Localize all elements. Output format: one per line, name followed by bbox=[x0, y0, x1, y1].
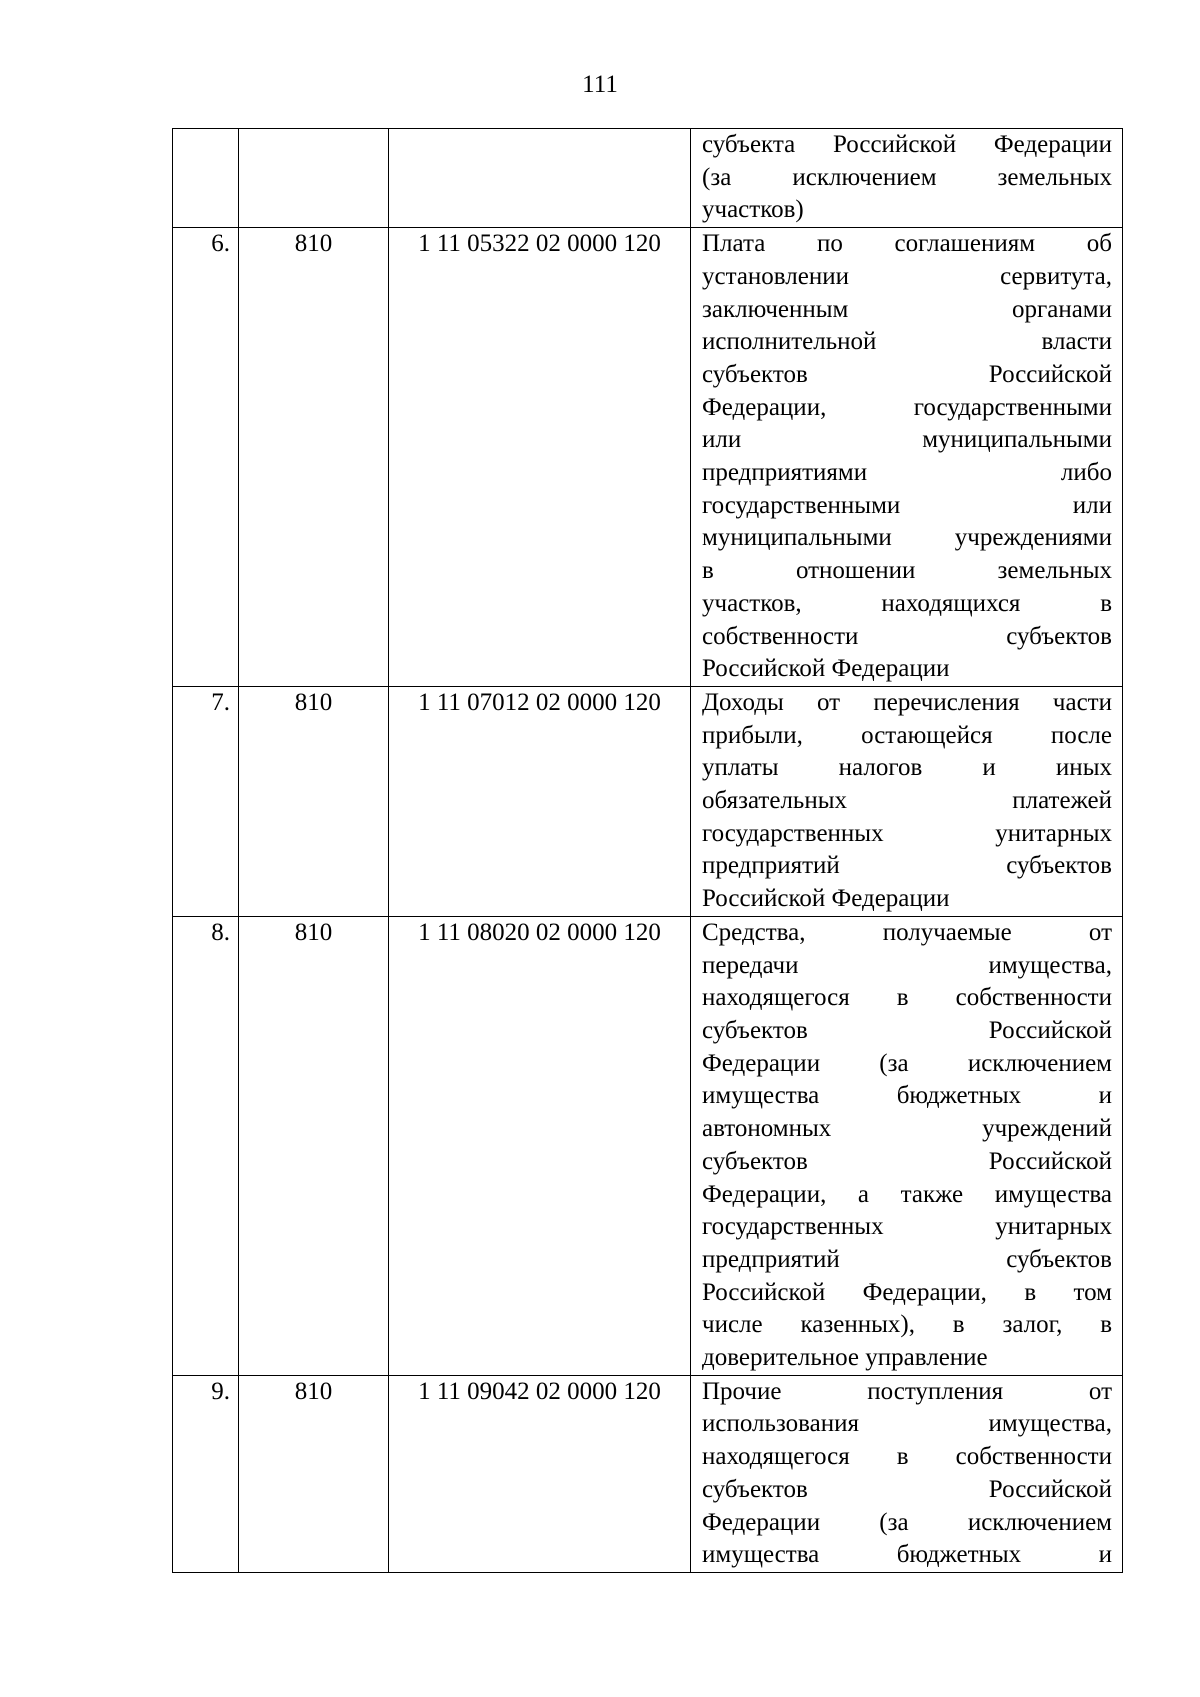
description-line: собственности субъектов bbox=[702, 622, 1112, 650]
description-line: использования имущества, bbox=[702, 1410, 1112, 1438]
description-line: находящегося в собственности bbox=[702, 1443, 1112, 1471]
description-line: или муниципальными bbox=[702, 426, 1112, 454]
description-line: Федерации (за исключением bbox=[702, 1508, 1112, 1536]
row-number-cell bbox=[173, 129, 239, 228]
administrator-code-cell: 810 bbox=[239, 1375, 389, 1572]
administrator-code-cell: 810 bbox=[239, 916, 389, 1375]
description-line: имущества бюджетных и bbox=[702, 1541, 1112, 1569]
description-line: предприятий субъектов bbox=[702, 852, 1112, 880]
description-line: предприятиями либо bbox=[702, 459, 1112, 487]
row-number-cell: 6. bbox=[173, 228, 239, 687]
description-line: Прочие поступления от bbox=[702, 1377, 1112, 1405]
table-row bbox=[173, 1375, 1123, 1572]
budget-classification-code-cell: 1 11 09042 02 0000 120 bbox=[389, 1375, 691, 1572]
description-line: государственных унитарных bbox=[702, 1213, 1112, 1241]
description-line: участков, находящихся в bbox=[702, 589, 1112, 617]
description-line: обязательных платежей bbox=[702, 787, 1112, 815]
income-description-cell bbox=[691, 129, 1123, 228]
description-line: субъектов Российской bbox=[702, 1147, 1112, 1175]
income-codes-table bbox=[172, 128, 1123, 1573]
description-line: Федерации, а также имущества bbox=[702, 1180, 1112, 1208]
description-line: Российской Федерации bbox=[702, 655, 950, 683]
description-line: числе казенных), в залог, в bbox=[702, 1311, 1112, 1339]
description-line: предприятий субъектов bbox=[702, 1245, 1112, 1273]
description-line: Плата по соглашениям об bbox=[702, 230, 1112, 258]
table-row bbox=[173, 686, 1123, 916]
row-number-cell: 9. bbox=[173, 1375, 239, 1572]
description-line: Российской Федерации, в том bbox=[702, 1278, 1112, 1306]
description-line: уплаты налогов и иных bbox=[702, 754, 1112, 782]
budget-classification-code-cell: 1 11 08020 02 0000 120 bbox=[389, 916, 691, 1375]
description-line: (за исключением земельных bbox=[702, 163, 1112, 191]
income-description-cell bbox=[691, 916, 1123, 1375]
administrator-code-cell bbox=[239, 129, 389, 228]
description-line: имущества бюджетных и bbox=[702, 1082, 1112, 1110]
description-line: государственных унитарных bbox=[702, 819, 1112, 847]
description-line: доверительное управление bbox=[702, 1344, 988, 1372]
description-line: исполнительной власти bbox=[702, 328, 1112, 356]
administrator-code-cell: 810 bbox=[239, 686, 389, 916]
description-line: установлении сервитута, bbox=[702, 262, 1112, 290]
budget-classification-code-cell: 1 11 07012 02 0000 120 bbox=[389, 686, 691, 916]
budget-classification-code-cell: 1 11 05322 02 0000 120 bbox=[389, 228, 691, 687]
description-line: находящегося в собственности bbox=[702, 984, 1112, 1012]
description-line: Доходы от перечисления части bbox=[702, 688, 1112, 716]
page-number: 111 bbox=[582, 71, 618, 98]
description-line: субъектов Российской bbox=[702, 1016, 1112, 1044]
budget-classification-code-cell bbox=[389, 129, 691, 228]
description-line: Российской Федерации bbox=[702, 885, 950, 913]
description-line: Средства, получаемые от bbox=[702, 918, 1112, 946]
table-row bbox=[173, 916, 1123, 1375]
description-line: государственными или bbox=[702, 491, 1112, 519]
description-line: автономных учреждений bbox=[702, 1115, 1112, 1143]
description-line: в отношении земельных bbox=[702, 557, 1112, 585]
table-body bbox=[173, 129, 1123, 1573]
table-row bbox=[173, 228, 1123, 687]
row-number-cell: 7. bbox=[173, 686, 239, 916]
income-description-cell bbox=[691, 1375, 1123, 1572]
income-description-cell bbox=[691, 686, 1123, 916]
table-row bbox=[173, 129, 1123, 228]
description-line: Федерации (за исключением bbox=[702, 1049, 1112, 1077]
description-line: муниципальными учреждениями bbox=[702, 524, 1112, 552]
income-description-cell bbox=[691, 228, 1123, 687]
description-line: Федерации, государственными bbox=[702, 393, 1112, 421]
administrator-code-cell: 810 bbox=[239, 228, 389, 687]
description-line: субъекта Российской Федерации bbox=[702, 131, 1112, 158]
description-line: передачи имущества, bbox=[702, 951, 1112, 979]
description-line: прибыли, остающейся после bbox=[702, 721, 1112, 749]
description-line: субъектов Российской bbox=[702, 1475, 1112, 1503]
row-number-cell: 8. bbox=[173, 916, 239, 1375]
description-line: субъектов Российской bbox=[702, 360, 1112, 388]
description-line: участков) bbox=[702, 196, 804, 224]
description-line: заключенным органами bbox=[702, 295, 1112, 323]
